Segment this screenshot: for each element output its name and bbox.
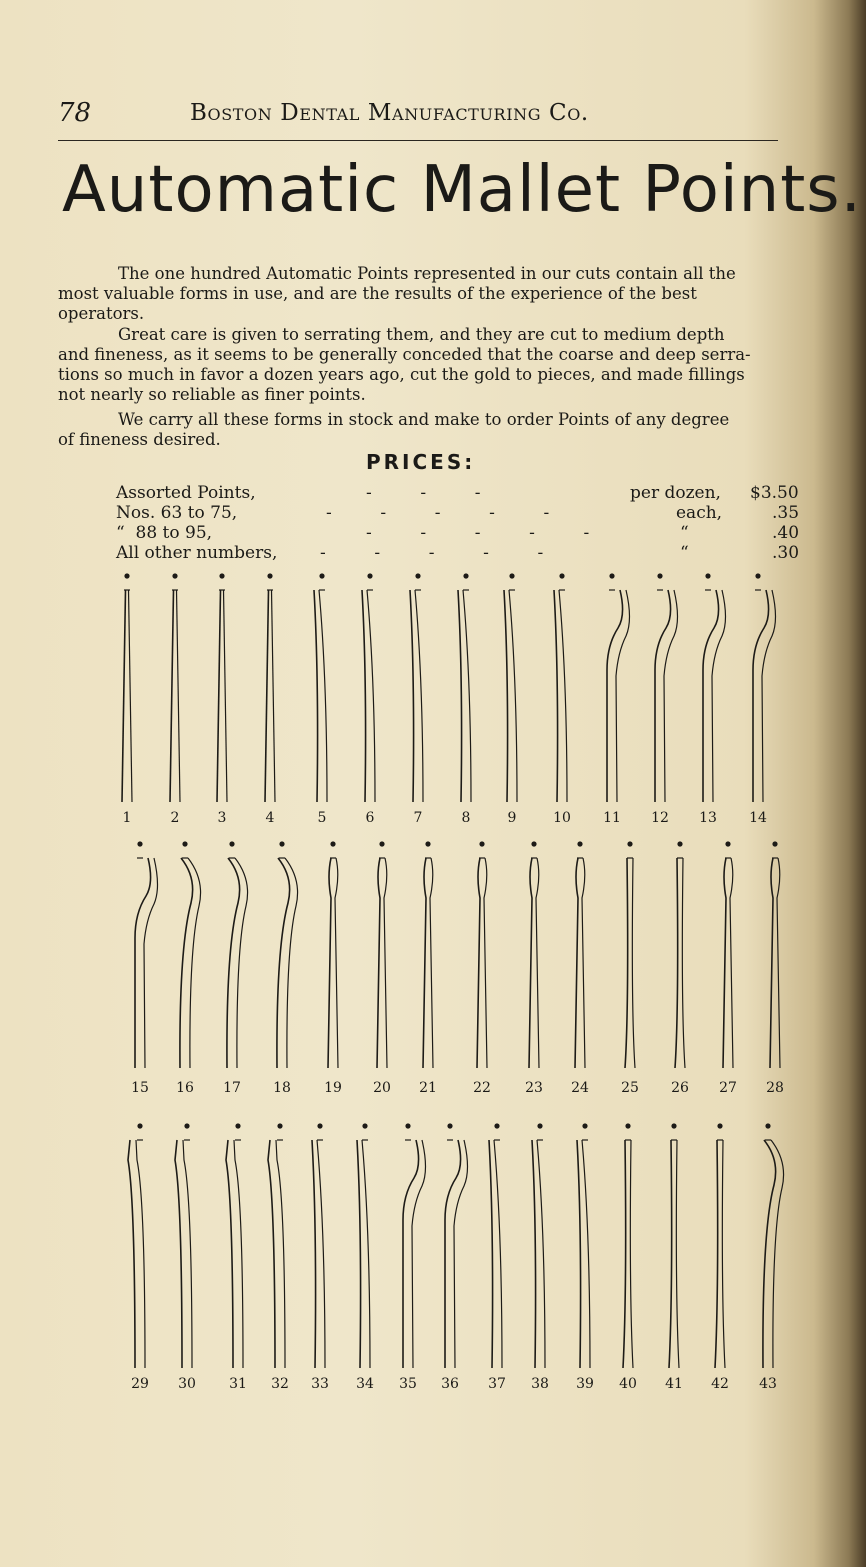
paragraph2-line1: Great care is given to serrating them, and they are cut to medium depth	[118, 325, 725, 344]
point-outline	[762, 590, 776, 802]
point-tip-face	[705, 573, 710, 578]
point-outline	[317, 1140, 325, 1368]
point-outline	[712, 590, 726, 802]
point-outline	[723, 858, 726, 1068]
point-number-label: 27	[719, 1080, 737, 1096]
price-row-unit: each,	[676, 503, 723, 523]
point-outline	[175, 1140, 182, 1368]
point-outline	[703, 590, 719, 802]
point-tip-face	[725, 841, 730, 846]
point-tip-face	[447, 1123, 452, 1128]
point-outline	[135, 858, 151, 1068]
point-tip-face	[182, 841, 187, 846]
point-outline	[616, 590, 630, 802]
point-tip-face	[582, 1123, 587, 1128]
point-tip-face	[559, 573, 564, 578]
point-number-label: 22	[473, 1080, 491, 1096]
price-row-item: Nos. 63 to 75,	[116, 503, 238, 523]
point-number-label: 39	[576, 1376, 594, 1392]
point-tip-face	[267, 573, 272, 578]
point-number-label: 42	[711, 1376, 729, 1392]
paragraph2-line4: not nearly so reliable as finer points.	[58, 385, 366, 404]
point-tip-face	[137, 841, 142, 846]
point-outline	[477, 858, 480, 1068]
point-outline	[136, 1140, 145, 1368]
point-outline	[367, 590, 375, 802]
paragraph1-line1: The one hundred Automatic Points represented in our cuts contain all the	[118, 264, 736, 283]
point-outline	[235, 858, 248, 1068]
point-tip-face	[279, 841, 284, 846]
point-outline	[335, 858, 338, 1068]
point-number-label: 13	[699, 810, 717, 826]
point-outline	[575, 858, 578, 1068]
point-outline	[664, 590, 678, 802]
point-number-label: 10	[553, 810, 571, 826]
leader-dots: - - - - -	[326, 503, 550, 523]
header-rule	[58, 140, 778, 141]
point-outline	[410, 590, 414, 802]
price-row-unit: “	[680, 523, 689, 543]
point-outline	[489, 1140, 493, 1368]
point-number-label: 15	[131, 1080, 149, 1096]
point-outline	[314, 590, 318, 802]
point-outline	[771, 1140, 784, 1368]
point-tip-face	[717, 1123, 722, 1128]
point-outline	[454, 1140, 468, 1368]
point-outline	[226, 1140, 233, 1368]
point-outline	[582, 1140, 590, 1368]
point-outline	[276, 1140, 285, 1368]
point-tip-face	[330, 841, 335, 846]
point-tip-face	[657, 573, 662, 578]
point-outline	[715, 1140, 718, 1368]
point-number-label: 12	[651, 810, 669, 826]
point-tip-face	[367, 573, 372, 578]
point-outline	[770, 858, 773, 1068]
point-outline	[763, 1140, 776, 1368]
price-row-price: $3.50	[750, 483, 799, 503]
point-outline	[722, 1140, 725, 1368]
point-outline	[268, 1140, 275, 1368]
point-outline	[224, 590, 228, 802]
point-number-label: 30	[178, 1376, 196, 1392]
mallet-points-illustration	[0, 560, 866, 1390]
point-outline	[403, 1140, 419, 1368]
point-outline	[669, 1140, 672, 1368]
point-row-3	[128, 1123, 784, 1368]
point-outline	[227, 858, 240, 1068]
point-number-label: 23	[525, 1080, 543, 1096]
point-outline	[312, 1140, 316, 1368]
point-outline	[285, 858, 298, 1068]
point-outline	[377, 858, 380, 1068]
point-outline	[630, 1140, 633, 1368]
point-tip-face	[627, 841, 632, 846]
point-outline	[458, 590, 462, 802]
point-tip-face	[609, 573, 614, 578]
paragraph3-line2: of fineness desired.	[58, 430, 221, 449]
point-outline	[632, 858, 635, 1068]
point-outline	[504, 590, 508, 802]
point-number-label: 7	[413, 810, 423, 826]
point-outline	[423, 858, 426, 1068]
point-outline	[328, 858, 331, 1068]
point-row-1	[122, 573, 776, 802]
point-tip-face	[479, 841, 484, 846]
point-number-label: 24	[571, 1080, 589, 1096]
point-outline	[177, 590, 181, 802]
point-outline	[529, 858, 532, 1068]
point-tip-face	[772, 841, 777, 846]
price-row-item: “ 88 to 95,	[116, 523, 213, 543]
point-outline	[463, 590, 471, 802]
point-tip-face	[509, 573, 514, 578]
point-outline	[362, 1140, 370, 1368]
point-tip-face	[235, 1123, 240, 1128]
point-tip-face	[184, 1123, 189, 1128]
point-number-label: 28	[766, 1080, 784, 1096]
point-tip-face	[677, 841, 682, 846]
paragraph3-line1: We carry all these forms in stock and make to order Points of any degree	[118, 410, 730, 429]
point-number-label: 8	[461, 810, 471, 826]
point-outline	[128, 1140, 135, 1368]
point-tip-face	[463, 573, 468, 578]
point-tip-face	[319, 573, 324, 578]
point-number-label: 34	[356, 1376, 374, 1392]
point-outline	[607, 590, 623, 802]
point-tip-face	[531, 841, 536, 846]
point-outline	[730, 858, 733, 1068]
point-outline	[272, 590, 276, 802]
point-outline	[217, 590, 221, 802]
point-outline	[777, 858, 780, 1068]
point-tip-face	[362, 1123, 367, 1128]
point-outline	[577, 1140, 581, 1368]
point-outline	[384, 858, 387, 1068]
point-number-label: 40	[619, 1376, 637, 1392]
point-number-label: 43	[759, 1376, 777, 1392]
point-number-label: 38	[531, 1376, 549, 1392]
point-number-label: 35	[399, 1376, 417, 1392]
point-outline	[170, 590, 174, 802]
point-tip-face	[765, 1123, 770, 1128]
point-row-2	[135, 841, 780, 1068]
point-number-label: 29	[131, 1376, 149, 1392]
point-outline	[362, 590, 366, 802]
point-outline	[554, 590, 558, 802]
point-outline	[625, 858, 628, 1068]
point-outline	[357, 1140, 361, 1368]
point-number-label: 6	[365, 810, 375, 826]
point-number-label: 20	[373, 1080, 391, 1096]
point-outline	[655, 590, 671, 802]
page-title: Automatic Mallet Points.	[62, 153, 862, 227]
point-tip-face	[537, 1123, 542, 1128]
point-outline	[509, 590, 517, 802]
point-outline	[494, 1140, 502, 1368]
point-outline	[676, 1140, 679, 1368]
point-outline	[415, 590, 423, 802]
point-outline	[753, 590, 769, 802]
point-number-label: 32	[271, 1376, 289, 1392]
point-outline	[144, 858, 158, 1068]
point-outline	[234, 1140, 243, 1368]
point-number-label: 36	[441, 1376, 459, 1392]
price-row-unit: “	[680, 543, 689, 563]
prices-heading: PRICES:	[366, 450, 476, 474]
point-number-label: 19	[324, 1080, 342, 1096]
point-outline	[537, 1140, 545, 1368]
leader-dots: - - - - -	[366, 523, 590, 543]
point-number-label: 1	[122, 810, 132, 826]
running-header: Boston Dental Manufacturing Co.	[190, 100, 589, 126]
point-outline	[277, 858, 290, 1068]
point-number-label: 5	[317, 810, 327, 826]
point-outline	[532, 1140, 536, 1368]
point-tip-face	[494, 1123, 499, 1128]
point-number-label: 37	[488, 1376, 506, 1392]
point-tip-face	[317, 1123, 322, 1128]
point-tip-face	[625, 1123, 630, 1128]
page-number: 78	[58, 98, 92, 128]
point-outline	[412, 1140, 426, 1368]
point-tip-face	[229, 841, 234, 846]
point-number-label: 3	[217, 810, 227, 826]
price-row-unit: per dozen,	[630, 483, 721, 503]
point-outline	[319, 590, 327, 802]
point-number-label: 18	[273, 1080, 291, 1096]
point-tip-face	[425, 841, 430, 846]
price-row-item: All other numbers,	[116, 543, 278, 563]
point-outline	[265, 590, 269, 802]
point-tip-face	[415, 573, 420, 578]
price-row-price: .30	[772, 543, 800, 563]
point-number-label: 41	[665, 1376, 683, 1392]
point-outline	[536, 858, 539, 1068]
leader-dots: - - -	[366, 483, 481, 503]
paragraph1-line3: operators.	[58, 304, 145, 323]
point-tip-face	[671, 1123, 676, 1128]
price-row-item: Assorted Points,	[116, 483, 256, 503]
point-outline	[623, 1140, 626, 1368]
point-number-label: 26	[671, 1080, 689, 1096]
point-outline	[430, 858, 433, 1068]
paragraph1-line2: most valuable forms in use, and are the results of the experience of the best	[58, 284, 697, 303]
point-number-label: 11	[603, 810, 621, 826]
point-number-label: 17	[223, 1080, 241, 1096]
price-row-price: .40	[772, 523, 800, 543]
point-tip-face	[577, 841, 582, 846]
point-tip-face	[379, 841, 384, 846]
point-outline	[129, 590, 133, 802]
point-number-label: 2	[170, 810, 180, 826]
point-tip-face	[137, 1123, 142, 1128]
point-number-label: 16	[176, 1080, 194, 1096]
point-number-label: 9	[507, 810, 517, 826]
point-outline	[188, 858, 201, 1068]
point-outline	[122, 590, 126, 802]
point-tip-face	[405, 1123, 410, 1128]
point-outline	[559, 590, 567, 802]
paragraph2-line3: tions so much in favor a dozen years ago, cut the gold to pieces, and made fillings	[58, 365, 745, 384]
point-number-label: 25	[621, 1080, 639, 1096]
point-outline	[445, 1140, 461, 1368]
point-outline	[183, 1140, 192, 1368]
point-tip-face	[219, 573, 224, 578]
point-number-label: 4	[265, 810, 275, 826]
price-row-price: .35	[772, 503, 800, 523]
point-outline	[682, 858, 685, 1068]
point-outline	[582, 858, 585, 1068]
point-number-label: 14	[749, 810, 767, 826]
leader-dots: - - - - -	[320, 543, 544, 563]
point-outline	[484, 858, 487, 1068]
point-number-label: 33	[311, 1376, 329, 1392]
point-number-label: 31	[229, 1376, 247, 1392]
paragraph2-line2: and fineness, as it seems to be generally conceded that the coarse and deep serra-	[58, 345, 751, 364]
point-tip-face	[172, 573, 177, 578]
point-number-label: 21	[419, 1080, 437, 1096]
point-outline	[675, 858, 678, 1068]
point-tip-face	[755, 573, 760, 578]
point-outline	[180, 858, 193, 1068]
point-tip-face	[277, 1123, 282, 1128]
point-tip-face	[124, 573, 129, 578]
